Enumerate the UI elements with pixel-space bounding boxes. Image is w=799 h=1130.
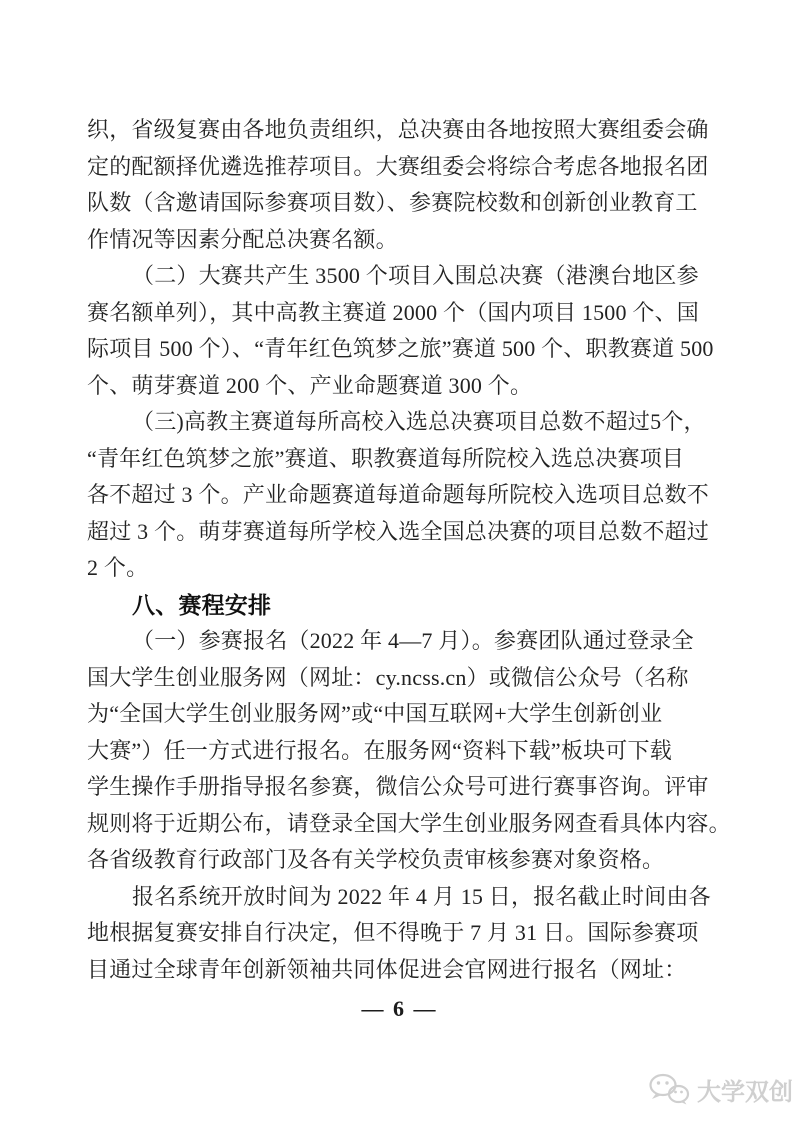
text-line: 各不超过 3 个。产业命题赛道每道命题每所院校入选项目总数不 bbox=[87, 482, 710, 507]
paragraph-registration bbox=[87, 623, 731, 879]
text-line: 为“全国大学生创业服务网”或“中国互联网+大学生创新创业 bbox=[87, 701, 663, 726]
text-line: 个、萌芽赛道 200 个、产业命题赛道 300 个。 bbox=[87, 372, 533, 398]
text-line: （二）大赛共产生 3500 个项目入围总决赛（港澳台地区参 bbox=[132, 263, 699, 288]
text-line: 超过 3 个。萌芽赛道每所学校入选全国总决赛的项目总数不超过 bbox=[87, 518, 710, 544]
text-line: 各省级教育行政部门及各有关学校负责审核参赛对象资格。 bbox=[87, 847, 665, 872]
text-line: 定的配额择优遴选推荐项目。大赛组委会将综合考虑各地报名团 bbox=[87, 153, 709, 179]
paragraph-continuation bbox=[87, 112, 715, 258]
text-line: 2 个。 bbox=[87, 555, 149, 580]
paragraph-item-2 bbox=[87, 258, 715, 404]
watermark-label: 大学双创 bbox=[697, 1079, 793, 1106]
section-heading: 八、赛程安排 bbox=[132, 591, 272, 618]
text-line: 规则将于近期公布，请登录全国大学生创业服务网查看具体内容。 bbox=[87, 810, 731, 836]
wechat-icon bbox=[648, 1073, 690, 1107]
text-line: （三)高教主赛道每所高校入选总决赛项目总数不超过5个， bbox=[132, 409, 706, 434]
text-line: 报名系统开放时间为 2022 年 4 月 15 日，报名截止时间由各 bbox=[132, 883, 711, 909]
text-line: 国大学生创业服务网（网址：cy.ncss.cn）或微信公众号（名称 bbox=[87, 664, 689, 690]
page-number: — 6 — bbox=[361, 996, 438, 1021]
text-line: 目通过全球青年创新领袖共同体促进会官网进行报名（网址： bbox=[87, 956, 687, 982]
section-heading-8 bbox=[87, 587, 715, 624]
paragraph-registration-time bbox=[87, 879, 715, 989]
text-line: 大赛”）任一方式进行报名。在服务网“资料下载”板块可下载 bbox=[87, 737, 672, 763]
paragraph-item-3 bbox=[87, 404, 715, 587]
text-line: 学生操作手册指导报名参赛，微信公众号可进行赛事咨询。评审 bbox=[87, 774, 709, 799]
text-line: 织，省级复赛由各地负责组织，总决赛由各地按照大赛组委会确 bbox=[87, 117, 709, 142]
text-line: 队数（含邀请国际参赛项目数）、参赛院校数和创新创业教育工 bbox=[87, 190, 698, 215]
text-line: 赛名额单列），其中高教主赛道 2000 个（国内项目 1500 个、国 bbox=[87, 299, 700, 325]
text-line: （一）参赛报名（2022 年 4—7 月）。参赛团队通过登录全 bbox=[132, 628, 694, 653]
text-line: 作情况等因素分配总决赛名额。 bbox=[87, 226, 398, 252]
watermark-wechat-badge bbox=[648, 1072, 793, 1107]
document-body bbox=[87, 112, 731, 988]
text-line: 际项目 500 个）、“青年红色筑梦之旅”赛道 500 个、职教赛道 500 bbox=[87, 336, 714, 361]
text-line: 地根据复赛安排自行决定，但不得晚于 7 月 31 日。国际参赛项 bbox=[87, 920, 699, 945]
text-line: “青年红色筑梦之旅”赛道、职教赛道每所院校入选总决赛项目 bbox=[87, 445, 685, 471]
